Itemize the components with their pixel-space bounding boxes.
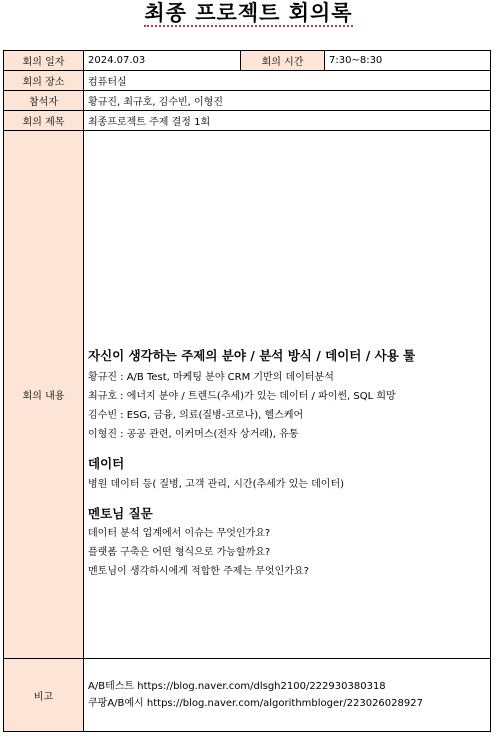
subject-label: 회의 제목 [4,111,84,131]
topic-line: 김수빈 : ESG, 금융, 의료(질병-코로나), 헬스케어 [88,410,304,421]
question-line: 멘토님이 생각하시에게 적합한 주제는 무엇인가요? [88,566,309,577]
remarks-body [84,659,491,732]
attendees-row [4,91,491,111]
remarks-label: 비고 [4,659,84,732]
place-value: 컴퓨터실 [84,71,491,91]
subject-value: 최종프로젝트 주제 결정 1회 [84,111,491,131]
attendees-value: 황규진, 최규호, 김수빈, 이형진 [84,91,491,111]
section-data-title: 데이터 [88,456,125,471]
topic-line: 이형진 : 공공 관련, 이커머스(전자 상거래), 유통 [88,429,299,440]
content-label: 회의 내용 [4,131,84,659]
minutes-table [3,50,491,732]
remarks-link-ab-test[interactable]: A/B테스트 https://blog.naver.com/dlsgh2100/222930380318 [88,681,386,692]
place-row [4,71,491,91]
date-value: 2024.07.03 [84,51,241,71]
remarks-row [4,659,491,732]
time-value: 7:30~8:30 [325,51,491,71]
topic-line: 황규진 : A/B Test, 마케팅 분야 CRM 기반의 데이터분석 [88,372,334,383]
document-title [0,0,497,40]
subject-row [4,111,491,131]
document-title-text: 최종 프로젝트 회의록 [144,1,353,25]
question-line: 플랫폼 구축은 어떤 형식으로 가능할까요? [88,547,271,558]
data-line: 병원 데이터 등( 질병, 고객 관리, 시간(추세가 있는 데이터) [88,479,345,490]
section-mentor-title: 멘토님 질문 [88,506,153,521]
time-label: 회의 시간 [241,51,325,71]
content-body [84,131,491,659]
section-topic-title: 자신이 생각하는 주제의 분야 / 분석 방식 / 데이터 / 사용 툴 [88,348,416,363]
date-label: 회의 일자 [4,51,84,71]
remarks-link-coupang-example[interactable]: 쿠팡A/B예시 https://blog.naver.com/algorithmbloger/223026028927 [88,698,423,709]
content-row [4,131,491,659]
attendees-label: 참석자 [4,91,84,111]
place-label: 회의 장소 [4,71,84,91]
topic-line: 최규호 : 에너지 분야 / 트렌드(추세)가 있는 데이터 / 파이썬, SQL 희망 [88,391,396,402]
date-row [4,51,491,71]
question-line: 데이터 분석 업계에서 이슈는 무엇인가요? [88,528,271,539]
